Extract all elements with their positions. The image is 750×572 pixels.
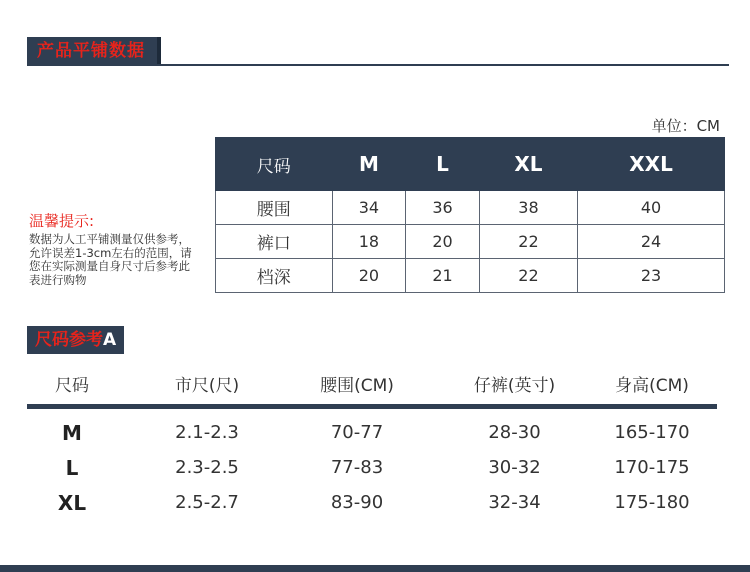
ref-size-cell: L [65, 456, 79, 480]
tips-body: 数据为人工平铺测量仅供参考，允许误差1-3cm左右的范围，请您在实际测量自身尺寸后参考此表进行购物 [29, 232, 192, 287]
table-cell: 18 [332, 225, 406, 259]
row-label: 裤口 [216, 225, 333, 259]
table-cell: 165-170 [614, 422, 690, 443]
header-cell-xl: XL [479, 138, 577, 191]
section-title-flat-data: 产品平铺数据 [27, 37, 157, 65]
table-cell: 2.3-2.5 [175, 457, 239, 478]
header-cell-xxl: XXL [578, 138, 725, 191]
table-cell: 30-32 [488, 457, 541, 478]
table-cell: 38 [479, 191, 577, 225]
table-cell: 20 [332, 259, 406, 293]
table-cell: 34 [332, 191, 406, 225]
table-cell: 2.1-2.3 [175, 422, 239, 443]
table-row [216, 225, 725, 259]
table-cell: 22 [479, 225, 577, 259]
bottom-divider [0, 565, 750, 572]
flat-measurement-table [215, 137, 725, 293]
section-title-size-reference [27, 326, 124, 354]
table-cell: 77-83 [330, 457, 384, 478]
table-row [27, 416, 717, 450]
ref-header-size: 尺码 [55, 376, 89, 396]
ref-header-shichi: 市尺(尺) [174, 376, 240, 396]
ref-size-cell: M [62, 421, 82, 445]
reference-table-divider [27, 404, 717, 409]
table-cell: 22 [479, 259, 577, 293]
row-label: 档深 [216, 259, 333, 293]
section-divider [27, 64, 729, 66]
ref-header-jeans: 仔裤(英寸) [473, 376, 556, 396]
header-cell-l: L [406, 138, 480, 191]
ref-header-waist: 腰围(CM) [320, 376, 394, 396]
section-title-text: 尺码参考 [35, 330, 103, 350]
unit-label: 单位：CM [651, 117, 720, 135]
table-row [216, 259, 725, 293]
table-cell: 28-30 [488, 422, 541, 443]
table-cell: 20 [406, 225, 480, 259]
table-cell: 83-90 [330, 492, 384, 513]
table-cell: 32-34 [488, 492, 541, 513]
table-row [216, 191, 725, 225]
table-row [27, 486, 717, 520]
table-cell: 36 [406, 191, 480, 225]
tips-title: 温馨提示: [29, 212, 95, 230]
row-label: 腰围 [216, 191, 333, 225]
table-row [27, 451, 717, 485]
header-cell-m: M [332, 138, 406, 191]
ref-header-height: 身高(CM) [615, 376, 689, 396]
table-header-row [216, 138, 725, 191]
section-title-suffix: A [103, 330, 117, 350]
header-cell-size: 尺码 [216, 138, 333, 191]
table-cell: 23 [578, 259, 725, 293]
ref-size-cell: XL [57, 491, 87, 515]
table-cell: 40 [578, 191, 725, 225]
table-cell: 170-175 [614, 457, 690, 478]
reference-table-header [27, 371, 717, 406]
table-cell: 70-77 [330, 422, 384, 443]
table-cell: 2.5-2.7 [175, 492, 239, 513]
table-cell: 24 [578, 225, 725, 259]
table-cell: 175-180 [614, 492, 690, 513]
table-cell: 21 [406, 259, 480, 293]
